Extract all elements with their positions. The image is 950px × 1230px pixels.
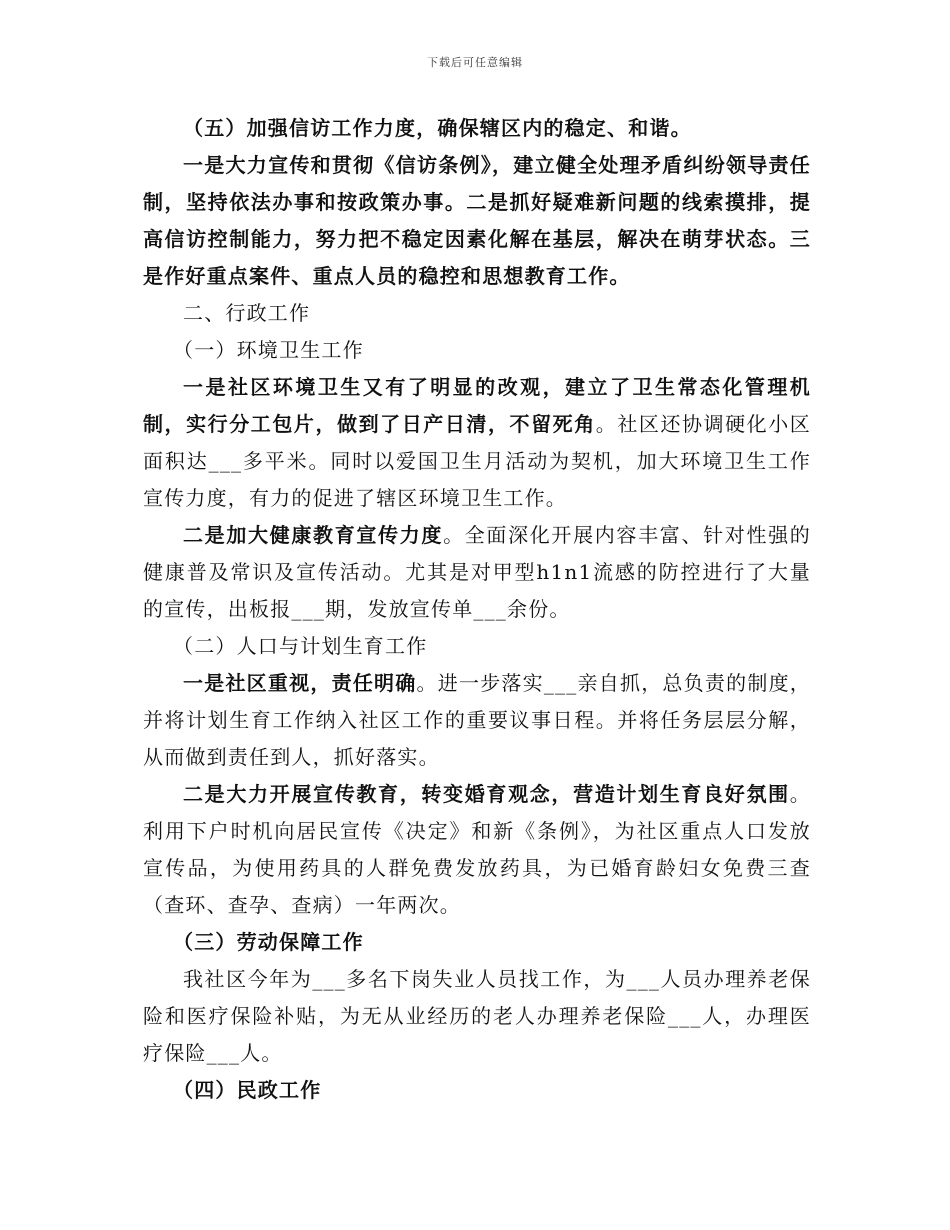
paragraph: 一是大力宣传和贯彻《信访条例》，建立健全处理矛盾纠纷领导责任制，坚持依法办事和按政策办事。二是抓好疑难新问题的线索摸排，提高信访控制能力，努力把不稳定因素化解在基层，解决在萌芽状态。三是作好重点案件、重点人员的稳控和思想教育工作。 <box>143 153 811 288</box>
paragraph <box>143 776 811 924</box>
paragraph-lead: 二是大力开展宣传教育，转变婚育观念，营造计划生育良好氛围 <box>183 782 790 806</box>
subsection-heading: （三）劳动保障工作 <box>173 930 364 954</box>
paragraph <box>143 369 811 517</box>
paragraph-lead: 二是加大健康教育宣传力度 <box>183 523 444 547</box>
paragraph <box>143 517 811 628</box>
section-heading: 二、行政工作 <box>183 301 311 325</box>
document-body <box>143 110 811 1109</box>
paragraph-text: 。利用下户时机向居民宣传《决定》和新《条例》，为社区重点人口发放宣传品，为使用药具的人群免费发放药具，为已婚育龄妇女免费三查（查环、查孕、查病）一年两次。 <box>143 782 811 917</box>
paragraph-lead: 一是社区重视，责任明确 <box>183 671 417 695</box>
subsection-heading: （四）民政工作 <box>173 1078 322 1102</box>
paragraph-text: 。全面深化开展内容丰富、针对性强的健康普及常识及宣传活动。尤其是对甲型h1n1流感的防控进行了大量的宣传，出板报___期，发放宣传单___余份。 <box>143 523 811 621</box>
paragraph-text: 。进一步落实___亲自抓，总负责的制度，并将计划生育工作纳入社区工作的重要议事日程。并将任务层层分解，从而做到责任到人，抓好落实。 <box>143 671 811 769</box>
page-header: 下载后可任意编辑 <box>427 56 523 69</box>
subsection-heading: （一）环境卫生工作 <box>173 338 364 362</box>
paragraph-text: 。社区还协调硬化小区面积达___多平米。同时以爱国卫生月活动为契机，加大环境卫生工作宣传力度，有力的促进了辖区环境卫生工作。 <box>143 412 812 510</box>
paragraph-lead: 一是社区环境卫生又有了明显的改观，建立了卫生常态化管理机制，实行分工包片，做到了日产日清，不留死角 <box>143 375 811 436</box>
section-heading: （五）加强信访工作力度，确保辖区内的稳定、和谐。 <box>183 116 692 140</box>
paragraph: 我社区今年为___多名下岗失业人员找工作，为___人员办理养老保险和医疗保险补贴，为无从业经历的老人办理养老保险___人，办理医疗保险___人。 <box>143 967 811 1065</box>
subsection-heading: （二）人口与计划生育工作 <box>173 634 428 658</box>
paragraph <box>143 665 811 776</box>
